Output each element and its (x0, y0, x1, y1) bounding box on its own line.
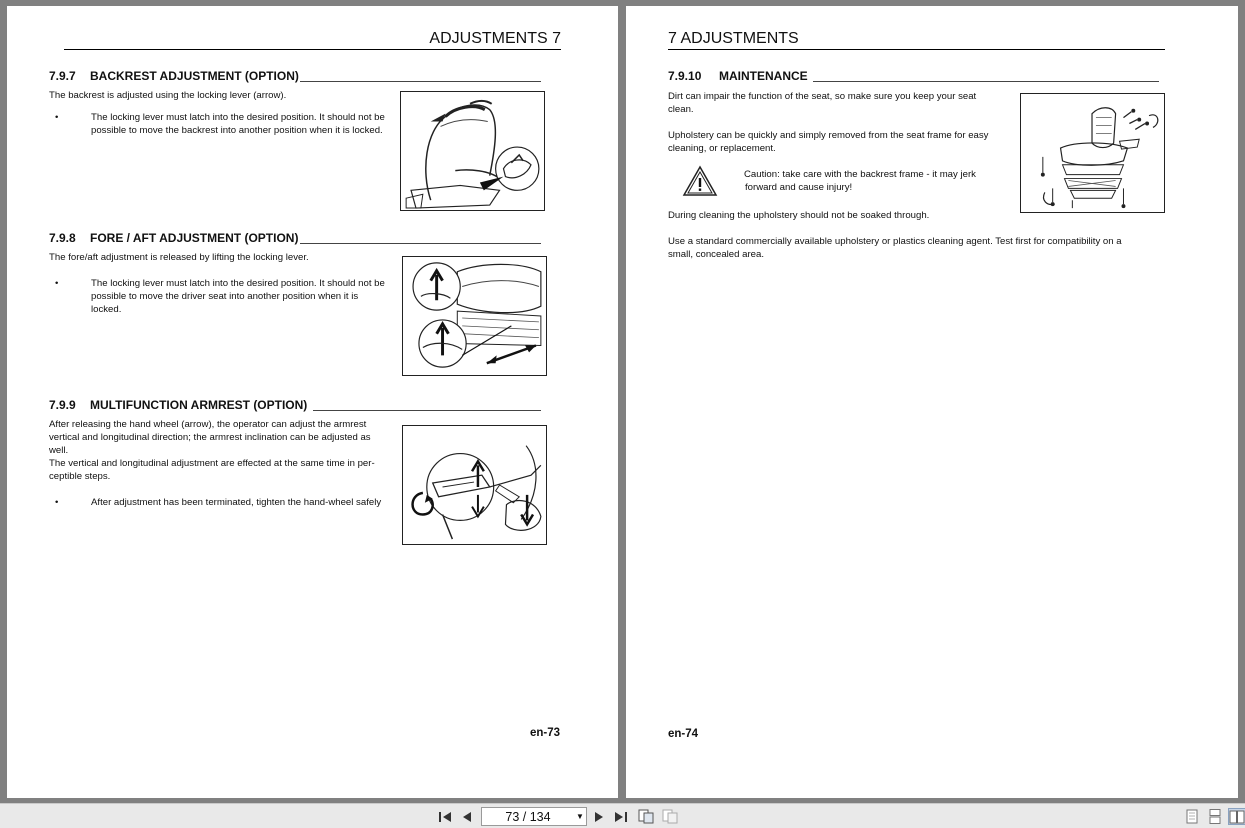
header-rule (64, 49, 561, 50)
continuous-view-button[interactable] (1206, 808, 1224, 825)
maintenance-paragraph: During cleaning the upholstery should not be soaked through. (668, 210, 930, 221)
first-page-icon (438, 811, 452, 823)
section-rule (300, 81, 541, 82)
page-en-73: ADJUSTMENTS 7 7.9.7 BACKREST ADJUSTMENT (OPTION) The backrest is adjusted using the locking lever (arrow). • The locking lever must latch into the desired position. It should not be possible to move the backrest into another position when it is locked. 7.9.8 FORE / AFT ADJUSTMENT (OPTION) The fore/aft adjustment is released by lifting the locking lever. • The locking lever must latch into the desired position. It should not be possible to move the driver seat into another position when it is locked. 7.9.9 MULTIFUNCTION ARMREST (OPTION) After releasing the hand wheel (arrow), the operator can adjust the armrest vertical and longitudinal direction; the armrest inclination can be adjusted as well. The vertical and longitudinal adjustment are effected at the same time in per- ceptible steps. • After adjustment has been terminated, tighten the hand-wheel safely en-73 (7, 6, 618, 798)
chevron-down-icon: ▼ (576, 812, 584, 821)
section-heading-7-9-7: 7.9.7 BACKREST ADJUSTMENT (OPTION) (49, 69, 299, 83)
previous-page-icon (462, 811, 472, 823)
single-page-view-icon (1186, 809, 1198, 824)
page-number-select[interactable] (481, 807, 587, 826)
section-text: The backrest is adjusted using the locking lever (arrow). (49, 90, 287, 101)
first-page-button[interactable] (436, 808, 454, 825)
section-heading-7-9-9: 7.9.9 MULTIFUNCTION ARMREST (OPTION) (49, 398, 308, 412)
next-page-button[interactable] (590, 808, 608, 825)
backrest-lever-illustration (400, 91, 545, 211)
warning-triangle-icon (682, 165, 718, 197)
section-rule (300, 243, 541, 244)
section-rule (813, 81, 1159, 82)
section-text: The fore/aft adjustment is released by lifting the locking lever. (49, 252, 309, 263)
section-rule (313, 410, 541, 411)
last-page-button[interactable] (612, 808, 630, 825)
fit-page-icon (638, 809, 654, 824)
fit-width-icon (662, 809, 678, 824)
page-header: 7 ADJUSTMENTS (668, 30, 799, 47)
page-number: en-73 (530, 727, 561, 739)
section-heading-7-9-10: 7.9.10 MAINTENANCE (668, 69, 808, 83)
page-header: ADJUSTMENTS 7 (429, 30, 561, 47)
page-en-74 (626, 6, 1238, 798)
single-page-view-button[interactable] (1183, 808, 1201, 825)
section-text: After releasing the hand wheel (arrow), the operator can adjust the armrest vertical and longitudinal direction; the armrest inclination can be adjusted as well. The vertical and longitudinal adjustment are effected at the same time in per- ceptible steps. (49, 419, 375, 482)
maintenance-paragraph: Use a standard commercially available upholstery or plastics cleaning agent. Test first for compatibility on a small, concealed area. (668, 236, 1122, 260)
next-page-icon (594, 811, 604, 823)
page-number: en-74 (668, 728, 699, 740)
section-heading-7-9-8: 7.9.8 FORE / AFT ADJUSTMENT (OPTION) (49, 231, 299, 245)
continuous-view-icon (1209, 809, 1221, 824)
two-page-view-button[interactable] (1228, 808, 1245, 825)
seat-maintenance-illustration (1020, 93, 1165, 213)
two-page-view-icon (1229, 810, 1245, 824)
maintenance-paragraph: Dirt can impair the function of the seat, so make sure you keep your seat clean. (668, 91, 977, 115)
header-rule (668, 49, 1165, 50)
page-indicator: 73 / 134 (505, 809, 551, 824)
armrest-illustration (402, 425, 547, 545)
caution-text: Caution: take care with the backrest frame - it may jerk forward and cause injury! (744, 169, 976, 193)
fit-width-button[interactable] (661, 808, 679, 825)
fit-page-button[interactable] (637, 808, 655, 825)
previous-page-button[interactable] (458, 808, 476, 825)
viewer-toolbar (0, 803, 1245, 828)
fore-aft-lever-illustration (402, 256, 547, 376)
last-page-icon (614, 811, 628, 823)
maintenance-paragraph: Upholstery can be quickly and simply removed from the seat frame for easy cleaning, or replacement. (668, 130, 989, 154)
